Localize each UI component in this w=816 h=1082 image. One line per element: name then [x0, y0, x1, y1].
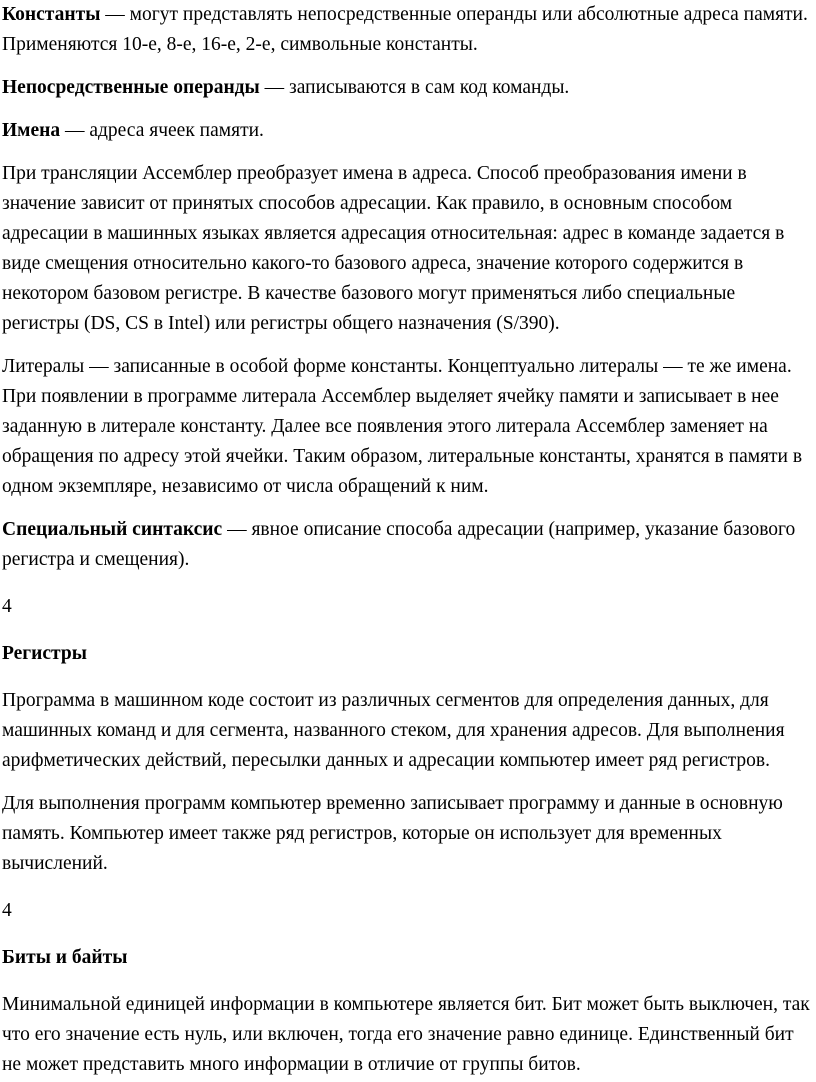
heading-registers [2, 639, 814, 669]
paragraph-constants [2, 0, 814, 60]
heading-bits-bytes [2, 943, 814, 973]
paragraph-program-execution: Для выполнения программ компьютер временно записывает программу и данные в основную память. Компьютер имеет также ряд регистров, которые он использует для временных вычислений. [2, 793, 783, 874]
term-special-syntax: Специальный синтаксис [2, 519, 223, 540]
paragraph-immediate-operands [2, 73, 814, 103]
page-number-1: 4 [2, 596, 12, 617]
term-constants: Константы [2, 4, 101, 25]
paragraph-machine-code: Программа в машинном коде состоит из различных сегментов для определения данных, для машинных команд и для сегмента, названного стеком, для хранения адресов. Для выполнения арифметических действий, пересылки данных и адресации компьютер имеет ряд регистров. [2, 690, 785, 771]
heading-registers-text: Регистры [2, 643, 87, 664]
paragraph-special-syntax [2, 515, 814, 575]
text-special-syntax: — явное описание способа адресации (например, указание базового регистра и смещения). [2, 519, 796, 570]
page-number-2: 4 [2, 900, 12, 921]
paragraph-translation: При трансляции Ассемблер преобразует имена в адреса. Способ преобразования имени в значение зависит от принятых способов адресации. Как правило, в основным способом адресации в машинных языках является адресация относительная: адрес в команде задается в виде смещения относительно какого-то базового адреса, значение которого содержится в некотором базовом регистре. В качестве базового могут применяться либо специальные регистры (DS, CS в Intel) или регистры общего назначения (S/390). [2, 163, 785, 334]
paragraph-bits: Минимальной единицей информации в компьютере является бит. Бит может быть выключен, так что его значение есть нуль, или включен, тогда его значение равно единице. Единственный бит не может представить много информации в отличие от группы битов. [2, 994, 810, 1075]
paragraph-literals: Литералы — записанные в особой форме константы. Концептуально литералы — те же имена. При появлении в программе литерала Ассемблер выделяет ячейку памяти и записывает в нее заданную в литерале константу. Далее все появления этого литерала Ассемблер заменяет на обращения по адресу этой ячейки. Таким образом, литеральные константы, хранятся в памяти в одном экземпляре, независимо от числа обращений к ним. [2, 356, 803, 497]
term-immediate-operands: Непосредственные операнды [2, 77, 260, 98]
term-names: Имена [2, 120, 61, 141]
text-constants: — могут представлять непосредственные операнды или абсолютные адреса памяти. Применяются 10-е, 8-е, 16-е, 2-е, символьные константы. [2, 4, 808, 55]
text-names: — адреса ячеек памяти. [60, 120, 264, 141]
text-immediate-operands: — записываются в сам код команды. [259, 77, 570, 98]
paragraph-names [2, 116, 814, 146]
heading-bits-bytes-text: Биты и байты [2, 947, 128, 968]
